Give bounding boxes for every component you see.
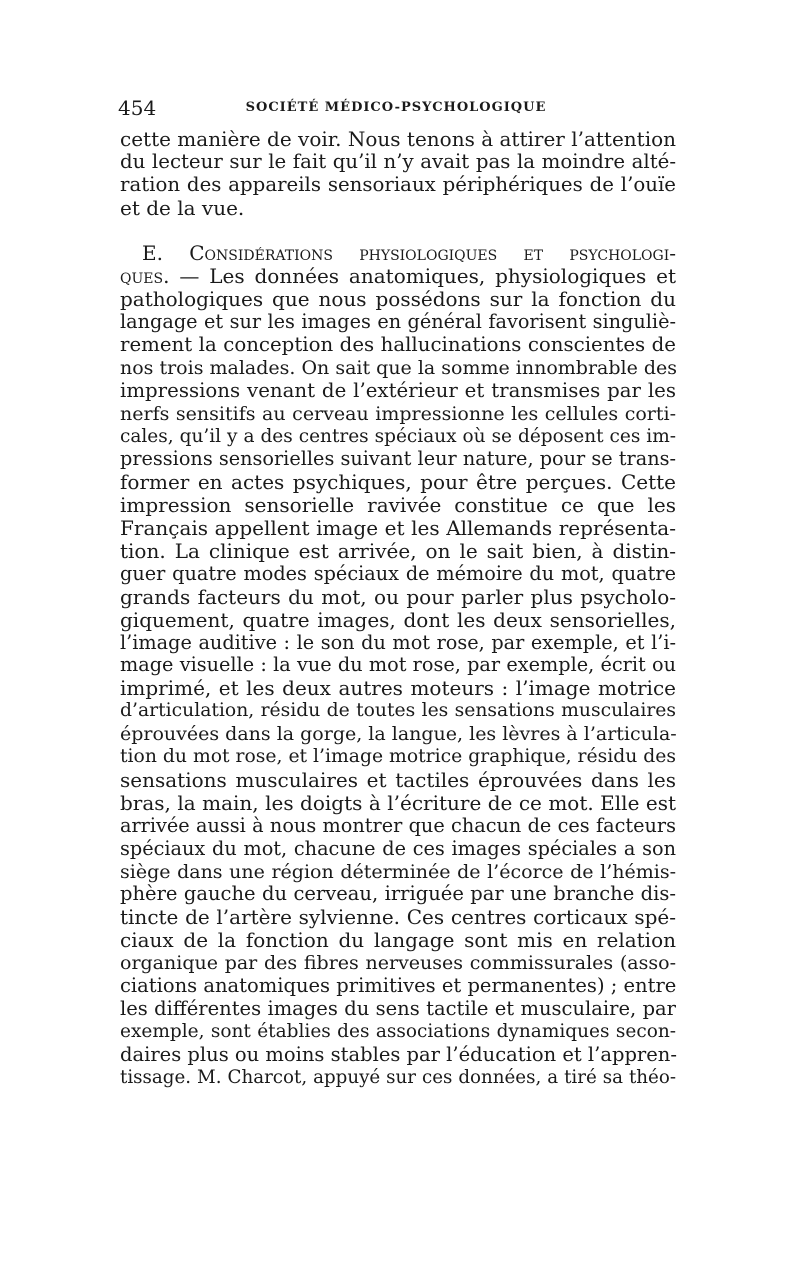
- text-line: ciations anatomiques primitives et permanentes) ; entre: [120, 973, 677, 997]
- text-line: ciaux de la fonction du langage sont mis en relation: [120, 928, 676, 953]
- text-line: former en actes psychiques, pour être perçues. Cette: [120, 470, 676, 495]
- text-line: phère gauche du cerveau, irriguée par une branche dis-: [120, 882, 676, 906]
- text-line: pressions sensorielles suivant leur nature, pour se trans-: [120, 447, 676, 471]
- text-line: sensations musculaires et tactiles éprouvées dans les: [120, 767, 676, 792]
- text-line: imprimé, et les deux autres moteurs : l’image motrice: [120, 676, 676, 701]
- text-line: rement la conception des hallucinations conscientes de: [120, 333, 676, 357]
- section-heading-end: ques.: [120, 264, 170, 289]
- text-line: guer quatre modes spéciaux de mémoire du mot, quatre: [120, 561, 676, 585]
- text-line: d’articulation, résidu de toutes les sensations musculaires: [120, 700, 676, 722]
- paragraph-gap: [120, 220, 676, 243]
- paragraph-1: [120, 128, 676, 220]
- text-line: bras, la main, les doigts à l’écriture de ce mot. Elle est: [120, 790, 676, 815]
- text-line: tion. La clinique est arrivée, on le sait bien, à distin-: [120, 539, 676, 564]
- body-text: [120, 128, 676, 1089]
- section-letter: E.: [142, 241, 163, 266]
- text-line: pathologiques que nous possédons sur la fonction du: [120, 287, 676, 312]
- text-line: l’image auditive : le son du mot rose, par exemple, et l’i-: [120, 630, 676, 654]
- text-line: nos trois malades. On sait que la somme innombrable des: [120, 356, 678, 379]
- running-head-title: SOCIÉTÉ MÉDICO-PSYCHOLOGIQUE: [245, 100, 547, 115]
- text-line: grands facteurs du mot, ou pour parler plus psycholo-: [120, 584, 676, 609]
- text-line: arrivée aussi à nous montrer que chacun de ces facteurs: [120, 813, 676, 837]
- text-line: cette manière de voir. Nous tenons à attirer l’attention: [120, 127, 677, 151]
- text-line: siège dans une région déterminée de l’écorce de l’hémis-: [120, 860, 676, 883]
- text-line: daires plus ou moins stables par l’éducation et l’appren-: [120, 1042, 677, 1066]
- section-heading-line: [120, 242, 676, 265]
- page-number: 454: [118, 96, 157, 120]
- text-line: nerfs sensitifs au cerveau impressionne les cellules corti-: [120, 402, 676, 425]
- text-line: spéciaux du mot, chacune de ces images spéciales a son: [120, 836, 676, 860]
- text-line: cales, qu’il y a des centres spéciaux où se déposent ces im-: [120, 425, 676, 447]
- text-line: impressions venant de l’extérieur et transmises par les: [120, 378, 676, 402]
- text-line: et de la vue.: [120, 195, 245, 220]
- text-line: tissage. M. Charcot, appuyé sur ces données, a tiré sa théo-: [120, 1066, 676, 1088]
- text-line: les différentes images du sens tactile et musculaire, par: [120, 996, 676, 1020]
- running-head: [118, 96, 674, 120]
- text-line: giquement, quatre images, dont les deux sensorielles,: [120, 607, 676, 632]
- text-line: du lecteur sur le fait qu’il n’y avait pas la moindre alté-: [120, 149, 676, 173]
- text-line: Français appellent image et les Allemands représenta-: [120, 516, 676, 541]
- text-line: tion du mot rose, et l’image motrice graphique, résidu des: [120, 746, 676, 768]
- text-line: éprouvées dans la gorge, la langue, les lèvres à l’articula-: [120, 723, 677, 746]
- section-heading: Considérations physiologiques et psychologi-: [189, 241, 676, 266]
- text-line: langage et sur les images en général favorisent singuliè-: [120, 310, 676, 334]
- text-line: mage visuelle : la vue du mot rose, par exemple, écrit ou: [120, 653, 676, 677]
- text-line: exemple, sont établies des associations dynamiques secon-: [120, 1020, 676, 1042]
- text-fragment: — Les données anatomiques, physiologiques et: [169, 264, 676, 289]
- paragraph-2: [120, 242, 676, 1089]
- text-line: [120, 265, 676, 288]
- text-line: impression sensorielle ravivée constitue ce que les: [120, 493, 676, 518]
- text-line: ration des appareils sensoriaux périphériques de l’ouïe: [120, 172, 676, 196]
- text-line: organique par des fibres nerveuses commissurales (asso-: [120, 952, 676, 975]
- text-line: tincte de l’artère sylvienne. Ces centres corticaux spé-: [120, 905, 676, 930]
